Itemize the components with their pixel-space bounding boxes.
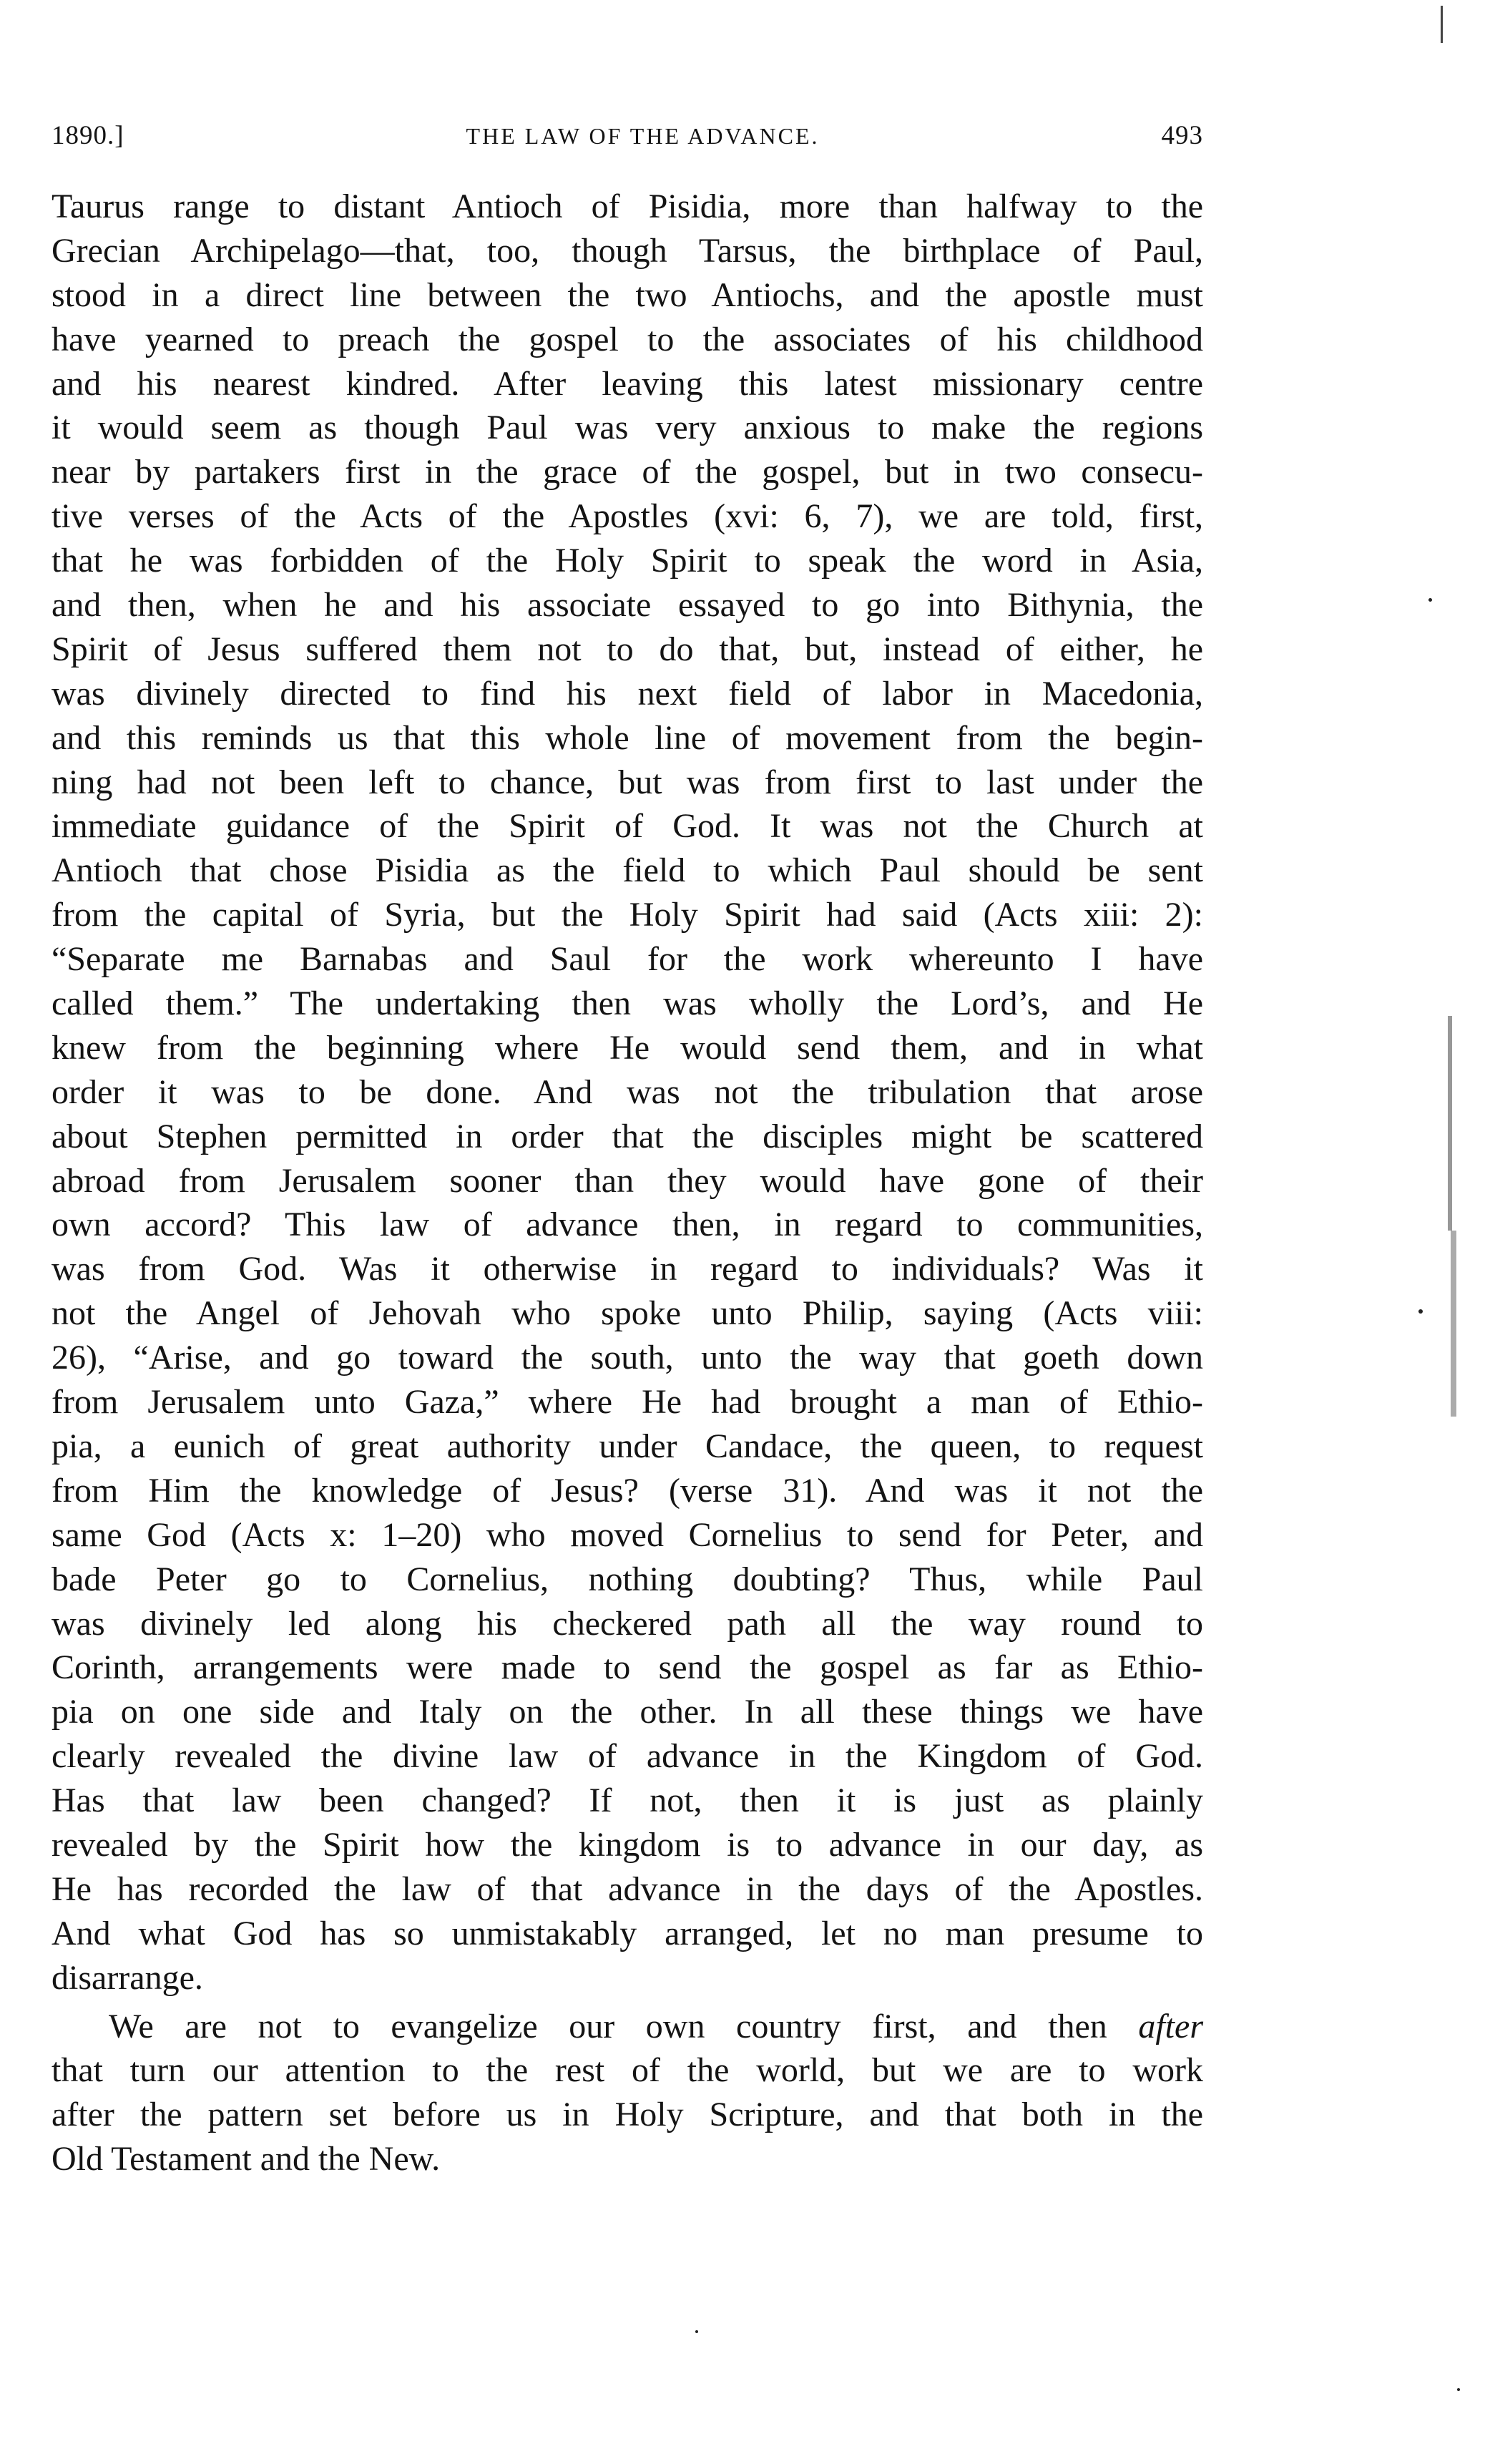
text-line: was divinely led along his checkered path all the way round to [52,1604,1203,1643]
text-line: revealed by the Spirit how the kingdom is to advance in our day, as [52,1825,1203,1864]
text-line: Antioch that chose Pisidia as the field to which Paul should be sent [52,851,1203,890]
text-line: abroad from Jerusalem sooner than they would have gone of their [52,1161,1203,1200]
text-line: “Separate me Barnabas and Saul for the work whereunto I have [52,940,1203,979]
text-line: Has that law been changed? If not, then it is just as plainly [52,1781,1203,1820]
text-line: bade Peter go to Cornelius, nothing doubting? Thus, while Paul [52,1560,1203,1598]
header-title: THE LAW OF THE ADVANCE. [466,123,820,149]
text-line: tive verses of the Acts of the Apostles (xvi: 6, 7), we are told, first, [52,497,1203,536]
scan-dot [1457,2388,1460,2391]
text-line: And what God has so unmistakably arranged, let no man presume to [52,1914,1203,1952]
text-line: from Jerusalem unto Gaza,” where He had brought a man of Ethio- [52,1383,1203,1422]
text-line: own accord? This law of advance then, in regard to communities, [52,1206,1203,1244]
text-line: and his nearest kindred. After leaving this latest missionary centre [52,364,1203,403]
scan-artifact-mid [1448,1016,1452,1231]
page-number: 493 [1161,121,1203,150]
text-line: that he was forbidden of the Holy Spirit to speak the word in Asia, [52,542,1203,580]
text-line: after the pattern set before us in Holy Scripture, and that both in the [52,2096,1203,2134]
text-line: knew from the beginning where He would send them, and in what [52,1028,1203,1067]
scan-dot [695,2330,698,2333]
text-line: from Him the knowledge of Jesus? (verse 31). And was it not the [52,1471,1203,1510]
text-line: was divinely directed to find his next field of labor in Macedonia, [52,674,1203,713]
text-line: it would seem as though Paul was very anxious to make the regions [52,409,1203,447]
text-line: near by partakers first in the grace of the gospel, but in two consecu- [52,453,1203,492]
text-line: ning had not been left to chance, but was from first to last under the [52,763,1203,801]
text-line: same God (Acts x: 1–20) who moved Cornelius to send for Peter, and [52,1515,1203,1554]
scan-dot [1418,1309,1423,1314]
text-line: order it was to be done. And was not the tribulation that arose [52,1072,1203,1111]
text-line: disarrange. [52,1958,203,1997]
text-line: have yearned to preach the gospel to the associates of his childhood [52,320,1203,358]
text-line: clearly revealed the divine law of advance in the Kingdom of God. [52,1737,1203,1776]
running-head [52,120,1203,170]
text-line: Taurus range to distant Antioch of Pisidia, more than halfway to the [52,187,1203,225]
text-line: pia, a eunich of great authority under Candace, the queen, to request [52,1427,1203,1465]
text-line: not the Angel of Jehovah who spoke unto Philip, saying (Acts viii: [52,1294,1203,1333]
body-text [52,185,1203,2181]
text-line: about Stephen permitted in order that the disciples might be scattered [52,1117,1203,1155]
text-line: was from God. Was it otherwise in regard to individuals? Was it [52,1250,1203,1289]
emphasized-word: after [1138,2007,1203,2045]
text-line: 26), “Arise, and go toward the south, unto the way that goeth down [52,1339,1203,1377]
header-year: 1890.] [52,121,124,150]
text-line: immediate guidance of the Spirit of God. It was not the Church at [52,807,1203,846]
text-line: stood in a direct line between the two Antiochs, and the apostle must [52,275,1203,314]
text-line: He has recorded the law of that advance in the days of the Apostles. [52,1869,1203,1908]
text-line: Corinth, arrangements were made to send the gospel as far as Ethio- [52,1648,1203,1687]
text-line: called them.” The undertaking then was wholly the Lord’s, and He [52,984,1203,1023]
text-line [52,2005,1203,2049]
paragraph-2 [52,2005,1203,2182]
text-line: Spirit of Jesus suffered them not to do that, but, instead of either, he [52,630,1203,668]
text-line: from the capital of Syria, but the Holy Spirit had said (Acts xiii: 2): [52,896,1203,934]
text-line-start: We are not to evangelize our own country first, and then [109,2007,1139,2045]
text-line: Old Testament and the New. [52,2140,441,2179]
scan-artifact-lower [1451,1231,1456,1417]
paragraph-1 [52,185,1203,2000]
text-line: that turn our attention to the rest of the world, but we are to work [52,2051,1203,2090]
scan-artifact-top [1441,6,1443,43]
scan-dot [1428,598,1432,602]
text-line: and this reminds us that this whole line of movement from the begin- [52,718,1203,757]
text-line: and then, when he and his associate essayed to go into Bithynia, the [52,586,1203,625]
text-line: pia on one side and Italy on the other. In all these things we have [52,1693,1203,1731]
text-line: Grecian Archipelago—that, too, though Tarsus, the birthplace of Paul, [52,231,1203,270]
